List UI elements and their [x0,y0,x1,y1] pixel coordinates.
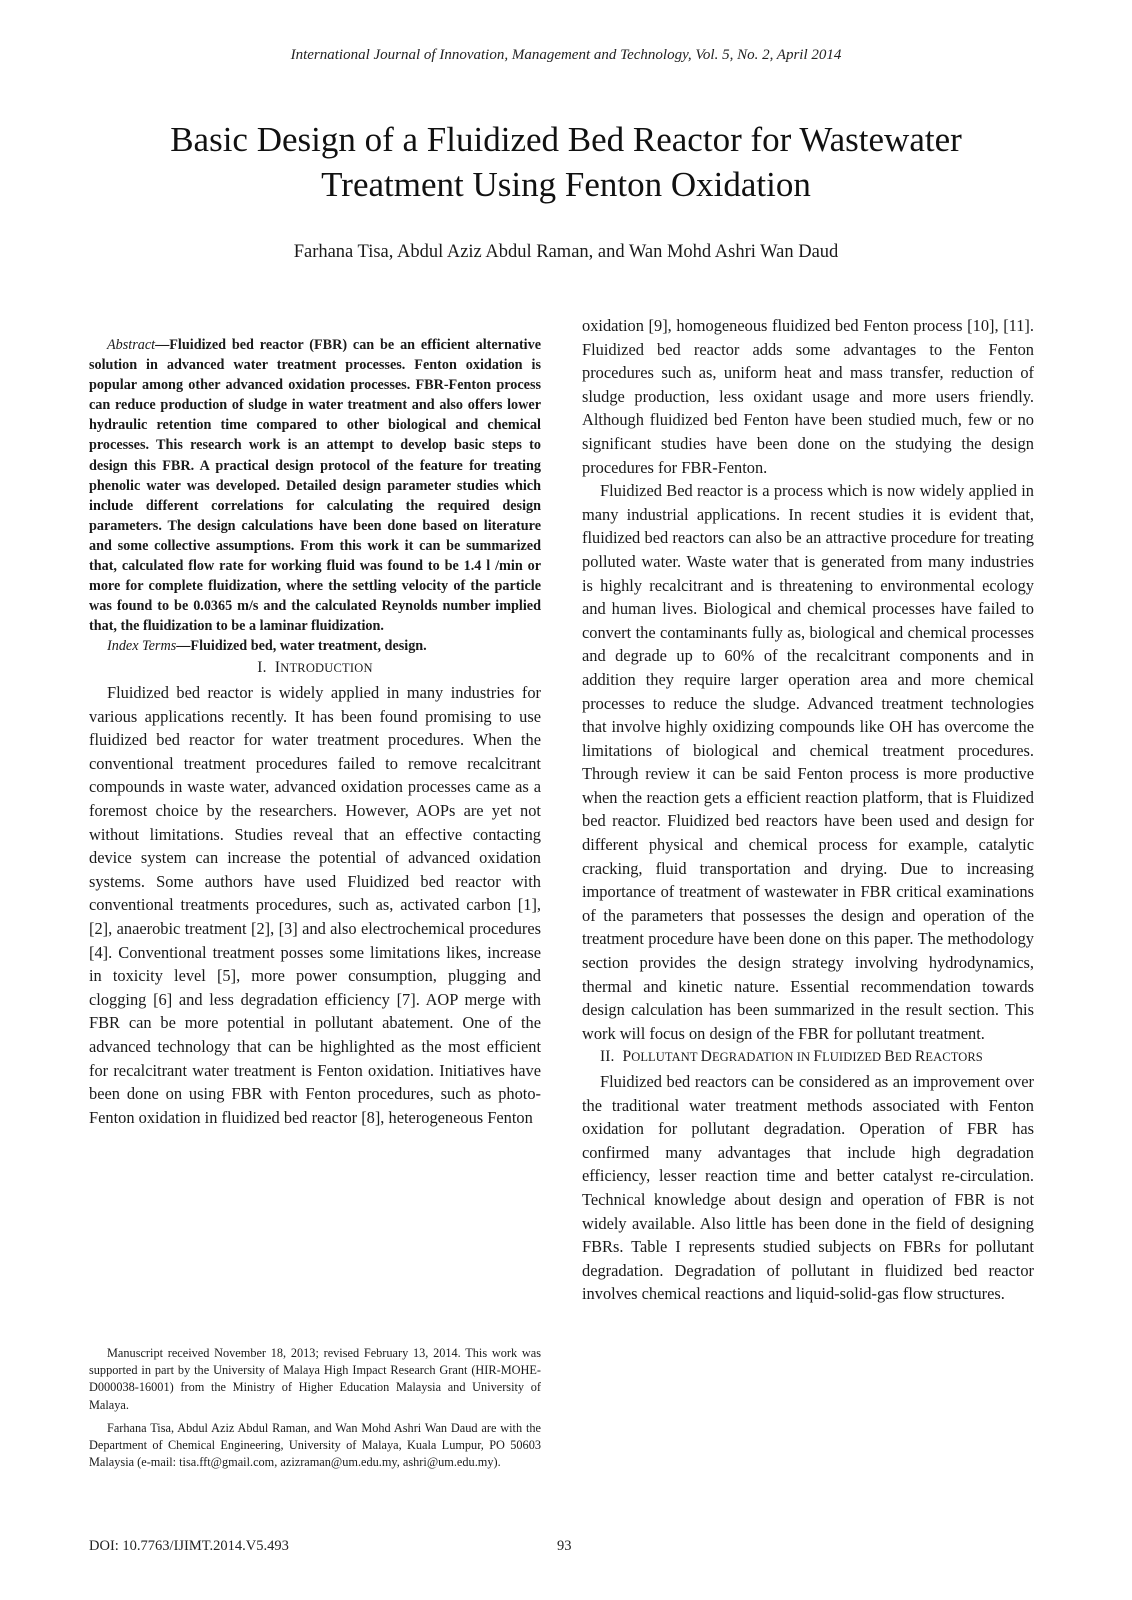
index-terms [89,636,541,656]
introduction-paragraph-2: Fluidized Bed reactor is a process which is now widely applied in many industrial applications. In recent studies it is evident that, fluidized bed reactors can also be an attractive procedure for treating polluted water. Waste water that is generated from many industries is highly recalcitrant and is threatening to environmental ecology and human lives. Biological and chemical processes have failed to convert the contaminants fully as, biological and chemical processes and degrade up to 60% of the recalcitrant components and in addition they require larger operation area and more chemical processes to reduce the sludge. Advanced treatment technologies that involve highly oxidizing compounds like OH has overcome the limitations of biological and chemical treatment procedures. Through review it can be said Fenton process is more productive when the reaction gets a efficient reaction platform, that is Fluidized bed reactor. Fluidized bed reactors have been used and design for different physical and chemical process for example, catalytic cracking, fluid transportation and drying. Due to increasing importance of treatment of wastewater in FBR critical examinations of the parameters that possesses the design and operation of the treatment procedure have been done on this paper. The methodology section provides the design strategy involving hydrodynamics, thermal and kinetic nature. Essential recommendation towards design calculation has been summarized in the result section. This work will focus on design of the FBR for pollutant treatment. [582,481,1034,1043]
heading-part: LUIDIZED [822,1050,885,1065]
footnote-manuscript: Manuscript received November 18, 2013; revised February 13, 2014. This work was supported in part by the University of Malaya High Impact Research Grant (HIR-MOHE- D000038-16001) from the Ministry of Higher Education Malaysia and University of Malaya. [89,1346,541,1412]
pollutant-degradation-paragraph: Fluidized bed reactors can be considered as an improvement over the traditional water treatment methods associated with Fenton oxidation for pollutant degradation. Operation of FBR has confirmed many advantages that include high degradation efficiency, lesser reaction time and better catalyst re-circulation. Technical knowledge about design and operation of FBR is not widely available. Also little has been done in the field of designing FBRs. Table I represents studied subjects on FBRs for pollutant degradation. Degradation of pollutant in fluidized bed reactor involves chemical reactions and liquid-solid-gas flow structures. [582,1072,1034,1304]
doi: DOI: 10.7763/IJIMT.2014.V5.493 [89,1538,289,1554]
footnote-affiliation: Farhana Tisa, Abdul Aziz Abdul Raman, and Wan Mohd Ashri Wan Daud are with the Department of Chemical Engineering, University of Malaya, Kuala Lumpur, PO 50603 Malaysia (e-mail: tisa.fft@gmail.com, azizraman@um.edu.my, ashri@um.edu.my). [89,1420,541,1470]
heading-part: EGRADATION IN [711,1050,814,1065]
running-header: International Journal of Innovation, Management and Technology, Vol. 5, No. 2, April 2014 [290,47,842,63]
paper-title: Basic Design of a Fluidized Bed Reactor for Wastewater Treatment Using Fenton Oxidation [170,120,962,204]
section-number: I. [257,659,267,677]
abstract-lead: Abstract [107,337,156,353]
heading-part: P [622,1048,632,1066]
heading-part: F [813,1048,823,1066]
heading-part: D [700,1048,712,1066]
heading-part: B [884,1048,895,1066]
right-column [582,314,1034,1306]
heading-part: EACTORS [925,1050,983,1065]
section-heading-introduction [89,656,541,681]
introduction-paragraph: Fluidized bed reactor is widely applied in many industries for various applications recently. It has been found promising to use fluidized bed reactor for water treatment procedures. When the conventional treatment procedures failed to remove recalcitrant compounds in waste water, advanced oxidation processes came as a foremost choice by the researchers. However, AOPs are yet not without limitations. Studies reveal that an effective contacting device system can increase the potential of advanced oxidation systems. Some authors have used Fluidized bed reactor with conventional treatments procedures, such as, activated carbon [1], [2], anaerobic treatment [2], [3] and also electrochemical procedures [4]. Conventional treatment posses some limitations likes, increase in toxicity level [5], more power consumption, plugging and clogging [6] and less degradation efficiency [7]. AOP merge with FBR can be more potential in pollutant abatement. One of the advanced technology that can be highlighted as the most efficient for recalcitrant water treatment is Fenton oxidation. Initiatives have been done on using FBR with Fenton procedures, such as photo-Fenton oxidation in fluidized bed reactor [8], heterogeneous Fenton [89,683,541,1127]
left-column [89,335,541,1129]
abstract-text: —Fluidized bed reactor (FBR) can be an efficient alternative solution in advanced water treatment processes. Fenton oxidation is popular among other advanced oxidation processes. FBR-Fenton process can reduce production of sludge in water treatment and also offers lower hydraulic retention time compared to other biological and chemical processes. This research work is an attempt to develop basic steps to design this FBR. A practical design protocol of the feature for treating phenolic water was developed. Detailed design parameter studies which include different correlations for calculating the required design parameters. The design calculations have been done based on literature and some collective assumptions. From this work it can be summarized that, calculated flow rate for working fluid was found to be 1.4 l /min or more for complete fluidization, where the settling velocity of the particle was found to be 0.0365 m/s and the calculated Reynolds number implied that, the fluidization to be a laminar fluidization. [89,337,541,635]
index-terms-lead: Index Terms [107,638,177,655]
introduction-continuation: oxidation [9], homogeneous fluidized bed Fenton process [10], [11]. Fluidized bed reactor adds some advantages to the Fenton procedures such as, uniform heat and mass transfer, reduction of sludge production, less oxidant usage and more users friendly. Although fluidized bed Fenton have been studied much, few or no significant studies have been done on the studying the design procedures for FBR-Fenton. [582,316,1034,477]
section-number: II. [600,1048,615,1066]
heading-part: R [914,1048,926,1066]
index-terms-text: —Fluidized bed, water treatment, design. [176,638,427,655]
author-list: Farhana Tisa, Abdul Aziz Abdul Raman, and Wan Mohd Ashri Wan Daud [293,242,839,262]
page-number: 93 [557,1538,572,1554]
heading-part: OLLUTANT [631,1050,701,1065]
heading-part: ED [894,1050,915,1065]
section-heading-first: I [274,659,281,677]
section-heading-pollutant-degradation [582,1045,1034,1070]
section-heading-rest: NTRODUCTION [280,661,373,676]
footnotes [89,1345,541,1477]
abstract [89,335,541,636]
